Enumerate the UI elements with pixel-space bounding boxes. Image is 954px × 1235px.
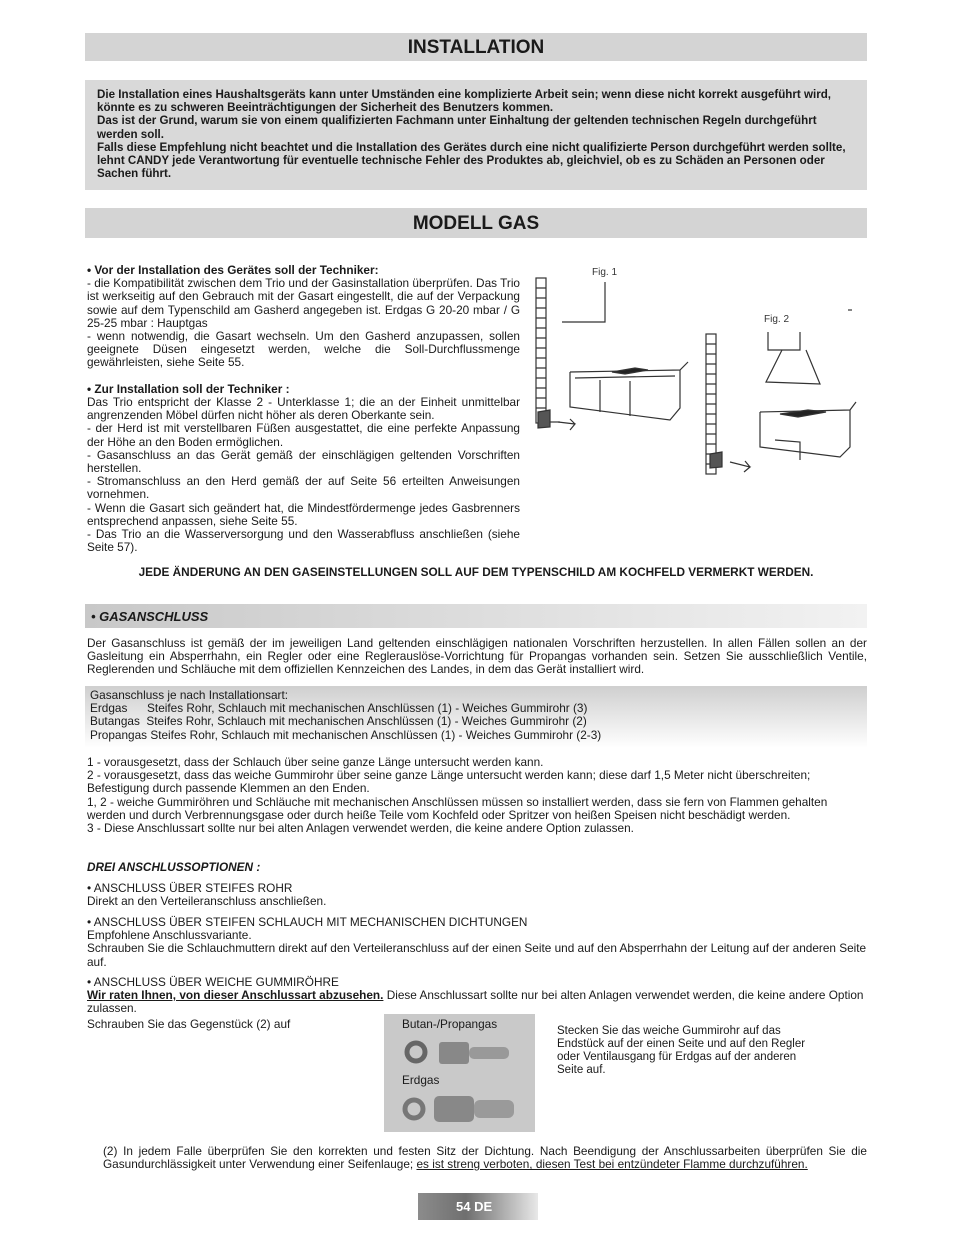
gas-connection-subheader [85,604,867,628]
photo-label-butane: Butan-/Propangas [402,1017,498,1031]
footnote: 3 - Diese Anschlussart sollte nur bei alten Anlagen verwendet werden, die keine andere Option zulassen. [87,821,634,836]
option-text: Schrauben Sie die Schlauchmuttern direkt auf den Verteileranschluss auf der einen Seite und auf den Absperrhahn der Leitung auf der anderen Seite auf. [87,941,867,969]
option-text: Empfohlene Anschlussvariante. [87,928,252,943]
soft-hose-instruction: Stecken Sie das weiche Gummirohr auf das Endstück auf der einen Seite und auf den Regler oder Ventilausgang für Erdgas auf der anderen Seite auf. [557,1025,806,1076]
table-row: Erdgas Steifes Rohr, Schlauch mit mechanischen Anschlüssen (1) - Weiches Gummirohr (3) [90,701,588,716]
table-row: Butangas Steifes Rohr, Schlauch mit mechanischen Anschlüssen (1) - Weiches Gummirohr (2) [90,714,587,729]
footnote: 1 - vorausgesetzt, dass der Schlauch über seine ganze Länge untersucht werden kann. [87,755,544,769]
final-text: (2) In jedem Falle überprüfen Sie den korrekten und festen Sitz der Dichtung. Nach Beendigung der Anschlussarbeiten überprüfen Sie die Gasundurchlässigkeit unter Verwendung einer Seifenlauge; [103,1144,867,1172]
paragraph: - Gasanschluss an das Gerät gemäß der einschlägigen geltenden Vorschriften herstellen. [87,447,520,476]
gas-model-banner: MODELL GAS [85,208,867,238]
footnotes [87,756,867,835]
installation-banner: INSTALLATION [85,33,867,61]
section-heading: • Zur Installation soll der Techniker : [87,381,290,396]
technician-instructions [87,264,520,554]
kitchen-drawing [530,262,865,490]
warning-box [85,80,867,190]
option-soft-rubber [87,976,867,1016]
warning-paragraph: Das ist der Grund, warum sie von einem qualifizierten Fachmann unter Einhaltung der geltenden technischen Regeln durchgeführt werden soll. [97,114,817,141]
options-heading: DREI ANSCHLUSSOPTIONEN : [87,860,261,874]
footnote: 1, 2 - weiche Gummiröhren und Schläuche mit mechanischen Anschlüssen müssen so installiert werden, dass sie fern von Flammen gehalten werden und durch Verbrennungsgase oder durch heiße Teile vom Kochfeld oder Spritzer von heißen Speisen nicht beschädigt werden. [87,794,828,822]
kitchen-installation-figure [530,262,865,490]
subsection-title: • GASANSCHLUSS [91,609,209,624]
option-rigid-pipe [87,882,867,908]
screw-instruction: Schrauben Sie das Gegenstück (2) auf [87,1017,291,1031]
fittings-photo [384,1014,535,1132]
fig2-label: Fig. 2 [764,314,790,325]
page-number-tab [418,1193,538,1220]
section-heading: • Vor der Installation des Gerätes soll der Techniker: [87,263,379,277]
option-title: • ANSCHLUSS ÜBER STEIFEN SCHLAUCH MIT MECHANISCHEN DICHTUNGEN [87,915,528,929]
gas-intro: Der Gasanschluss ist gemäß der im jeweiligen Land geltenden einschlägigen nationalen Vorschriften herzustellen. In allen Fällen sollen an der Gasleitung ein Absperrhahn, ein Regler oder eine Reglerauslöse-Vorrichtung für Propangas vorhanden sein. Setzen Sie ausschließlich Ventile, Reglerenden und Schläuche mit dem offiziellen Kennzeichen des Landes, in dem das Gerät installiert wird. [87,636,867,677]
paragraph: - Das Trio an die Wasserversorgung und den Wasserabfluss anschließen (siehe Seite 57). [87,527,520,555]
option-title: • ANSCHLUSS ÜBER STEIFES ROHR [87,881,293,895]
option-warning: Wir raten Ihnen, von dieser Anschlussart abzusehen. [87,988,384,1003]
fig1-label: Fig. 1 [592,267,618,278]
table-heading: Gasanschluss je nach Installationsart: [90,688,289,702]
option-text: Diese Anschlussart sollte nur bei alten Anlagen verwendet werden, die keine andere Option zulassen. [87,988,864,1016]
page-number: 54 DE [456,1199,493,1214]
final-check-paragraph [103,1145,867,1171]
option-text: Direkt an den Verteileranschluss anschließen. [87,894,327,909]
warning-paragraph: Falls diese Empfehlung nicht beachtet und die Installation des Gerätes durch eine nicht qualifizierte Person durchgeführt werden sollte, lehnt CANDY jede Verantwortung für eventuelle technische Fehler des Produktes ab, gleichviel, ob es zu Schäden an Personen oder Sachen führt. [97,140,846,181]
gas-settings-notice: JEDE ÄNDERUNG AN DEN GASEINSTELLUNGEN SOLL AUF DEM TYPENSCHILD AM KOCHFELD VERMERKT WERDEN. [138,565,814,579]
paragraph: - Wenn die Gasart sich geändert hat, die Mindestfördermenge jedes Gasbrenners entsprechend anpassen, siehe Seite 55. [87,500,520,528]
photo-label-natural-gas: Erdgas [402,1073,440,1087]
paragraph: - die Kompatibilität zwischen dem Trio und der Gasinstallation überprüfen. Das Trio ist werkseitig auf den Gebrauch mit der Gasart eingestellt, die auf der Verpackung sowie auf dem Typenschild am Gasherd angegeben ist. Erdgas G 20-20 mbar / G 25-25 mbar : Hauptgas [87,276,520,330]
paragraph: - Stromanschluss an den Herd gemäß der auf Seite 56 erteilten Anweisungen vornehmen. [87,474,520,502]
paragraph: - der Herd ist mit verstellbaren Füßen ausgestattet, die eine perfekte Anpassung der Höhe an den Boden ermöglichen. [87,421,520,449]
option-title: • ANSCHLUSS ÜBER WEICHE GUMMIRÖHRE [87,975,339,989]
final-warning: es ist streng verboten, diesen Test bei entzündeter Flamme durchzuführen. [416,1157,808,1172]
gas-type-table [85,686,867,748]
warning-paragraph: Die Installation eines Haushaltsgeräts kann unter Umständen eine komplizierte Arbeit sein; wenn diese nicht korrekt ausgeführt wird, könnte es zu schweren Beeinträchtigungen der Sicherheit des Benutzers kommen. [97,88,832,115]
footnote: 2 - vorausgesetzt, dass das weiche Gummirohr über seine ganze Länge untersucht werden kann; diese darf 1,5 Meter nicht überschreiten; Befestigung durch passende Klemmen an den Enden. [87,768,811,796]
paragraph: - wenn notwendig, die Gasart wechseln. Um den Gasherd anzupassen, sollen geeignete Düsen eingesetzt werden, welche die Soll-Durchflussmenge gewährleisten, siehe Seite 55. [87,329,520,370]
option-rigid-hose [87,916,867,969]
paragraph: Das Trio entspricht der Klasse 2 - Unterklasse 1; die an der Einheit unmittelbar angrenzenden Möbel dürfen nicht höher als deren Oberkante sein. [87,395,520,423]
table-row: Propangas Steifes Rohr, Schlauch mit mechanischen Anschlüssen (1) - Weiches Gummirohr (2-3) [90,727,602,742]
